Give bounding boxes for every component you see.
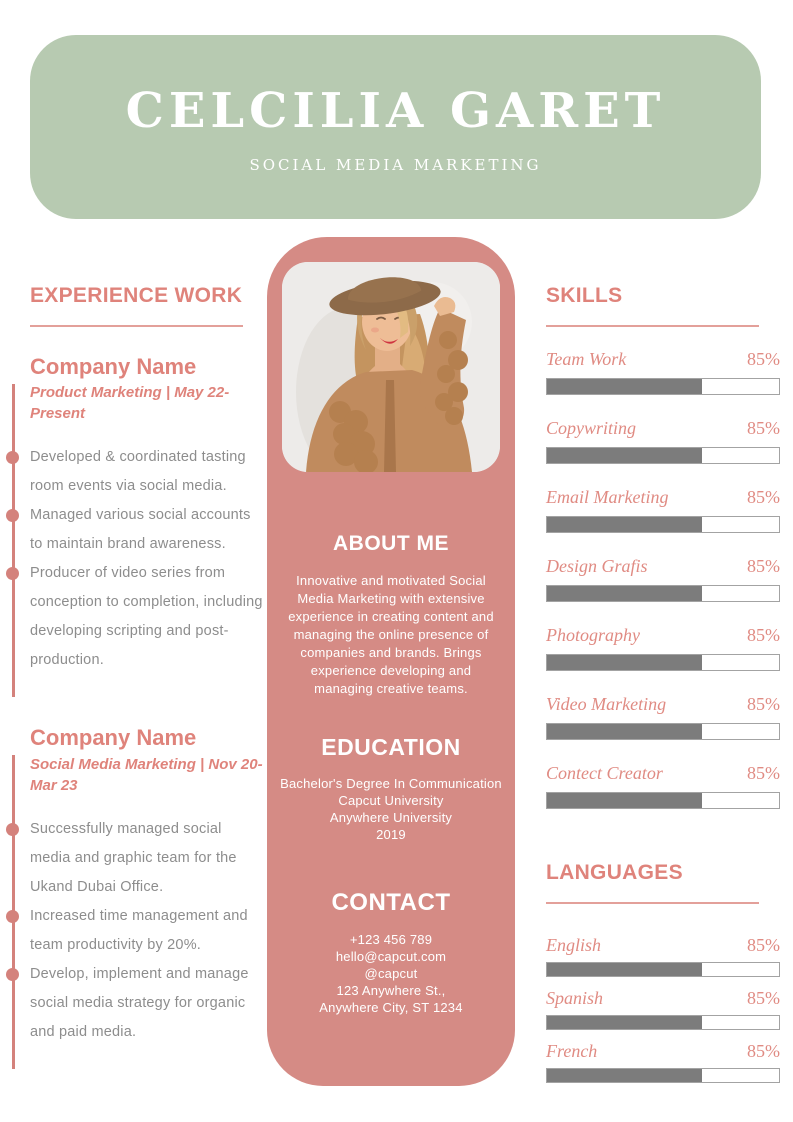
skill-row <box>546 349 780 395</box>
skill-percent: 85% <box>747 556 780 576</box>
skill-progress-bar <box>546 516 780 533</box>
language-row <box>546 935 780 977</box>
about-title: ABOUT ME <box>333 532 449 555</box>
skill-percent: 85% <box>747 349 780 369</box>
education-line: Bachelor's Degree In Communication <box>280 776 502 791</box>
education-line: Anywhere University <box>329 810 453 825</box>
skill-progress-fill <box>547 724 702 739</box>
skill-percent: 85% <box>747 694 780 714</box>
section-divider <box>546 902 759 904</box>
company-name: Company Name <box>30 725 197 751</box>
experience-bullet: Managed various social accounts to maintain brand awareness. <box>30 501 263 559</box>
skill-label: Team Work <box>546 349 627 369</box>
skills-section <box>546 284 780 1083</box>
skill-label: Video Marketing <box>546 694 667 714</box>
experience-bullet: Develop, implement and manage social media strategy for organic and paid media. <box>30 960 263 1047</box>
skill-label: Email Marketing <box>546 487 669 507</box>
language-progress-bar <box>546 1068 780 1083</box>
language-progress-bar <box>546 962 780 977</box>
header-banner <box>30 35 761 219</box>
skill-row <box>546 487 780 533</box>
experience-bullet: Producer of video series from conception to completion, including developing scripting and post-production. <box>30 559 263 675</box>
languages-title: LANGUAGES <box>546 861 683 884</box>
skill-progress-bar <box>546 378 780 395</box>
education-line: Capcut University <box>338 793 444 808</box>
skill-progress-bar <box>546 792 780 809</box>
language-row <box>546 988 780 1030</box>
center-profile-panel <box>267 237 515 1086</box>
skill-progress-fill <box>547 448 702 463</box>
skill-progress-fill <box>547 517 702 532</box>
language-percent: 85% <box>747 935 780 955</box>
job-bullet-list <box>30 815 263 1047</box>
skill-row <box>546 556 780 602</box>
skill-progress-bar <box>546 447 780 464</box>
language-progress-fill <box>547 1016 702 1029</box>
experience-section <box>30 284 263 1047</box>
experience-bullet: Increased time management and team productivity by 20%. <box>30 902 263 960</box>
skill-progress-bar <box>546 723 780 740</box>
contact-line: +123 456 789 <box>349 932 433 947</box>
skill-percent: 85% <box>747 625 780 645</box>
language-label: Spanish <box>546 988 604 1008</box>
skill-progress-fill <box>547 379 702 394</box>
contact-lines <box>267 931 515 1016</box>
education-title: EDUCATION <box>321 734 461 760</box>
skill-row <box>546 694 780 740</box>
skills-title: SKILLS <box>546 284 623 307</box>
skill-row <box>546 763 780 809</box>
language-label: French <box>546 1041 598 1061</box>
person-name: CELCILIA GARET <box>125 83 666 139</box>
experience-bullet: Developed & coordinated tasting room events via social media. <box>30 443 263 501</box>
language-progress-bar <box>546 1015 780 1030</box>
skill-progress-bar <box>546 654 780 671</box>
portrait-photo <box>282 262 500 472</box>
language-progress-fill <box>547 1069 702 1082</box>
language-row <box>546 1041 780 1083</box>
section-divider <box>546 325 759 327</box>
skill-label: Design Grafis <box>546 556 648 576</box>
contact-title: CONTACT <box>331 889 451 916</box>
language-percent: 85% <box>747 988 780 1008</box>
skill-percent: 85% <box>747 418 780 438</box>
skill-percent: 85% <box>747 763 780 783</box>
experience-title: EXPERIENCE WORK <box>30 284 243 307</box>
contact-line: hello@capcut.com <box>335 949 447 964</box>
skill-label: Contect Creator <box>546 763 663 783</box>
contact-line: @capcut <box>364 966 418 981</box>
language-progress-fill <box>547 963 702 976</box>
job-entry-1 <box>30 354 263 675</box>
company-name: Company Name <box>30 354 197 379</box>
job-meta: Product Marketing | May 22-Present <box>30 384 230 423</box>
contact-line: 123 Anywhere St., <box>336 983 446 998</box>
person-role: SOCIAL MEDIA MARKETING <box>249 155 542 174</box>
job-entry-2 <box>30 725 263 1046</box>
education-line: 2019 <box>376 827 406 842</box>
skill-progress-fill <box>547 586 702 601</box>
portrait-illustration <box>282 262 500 472</box>
skill-percent: 85% <box>747 487 780 507</box>
skill-row <box>546 625 780 671</box>
experience-bullet: Successfully managed social media and graphic team for the Ukand Dubai Office. <box>30 815 263 902</box>
skill-progress-bar <box>546 585 780 602</box>
language-percent: 85% <box>747 1041 780 1061</box>
skill-label: Copywriting <box>546 418 637 438</box>
about-text: Innovative and motivated Social Media Marketing with extensive experience in creating content and managing the online presence of companies and brands. Brings experience developing and managing creative teams. <box>288 573 494 696</box>
section-divider <box>30 325 243 327</box>
skills-list <box>546 349 780 809</box>
language-label: English <box>546 935 602 955</box>
contact-line: Anywhere City, ST 1234 <box>319 1000 463 1015</box>
skill-progress-fill <box>547 793 702 808</box>
languages-list <box>546 935 780 1083</box>
skill-label: Photography <box>546 625 640 645</box>
job-bullet-list <box>30 443 263 675</box>
job-meta: Social Media Marketing | Nov 20-Mar 23 <box>30 755 263 794</box>
languages-section <box>546 861 780 1083</box>
education-lines <box>267 775 515 843</box>
skill-row <box>546 418 780 464</box>
skill-progress-fill <box>547 655 702 670</box>
